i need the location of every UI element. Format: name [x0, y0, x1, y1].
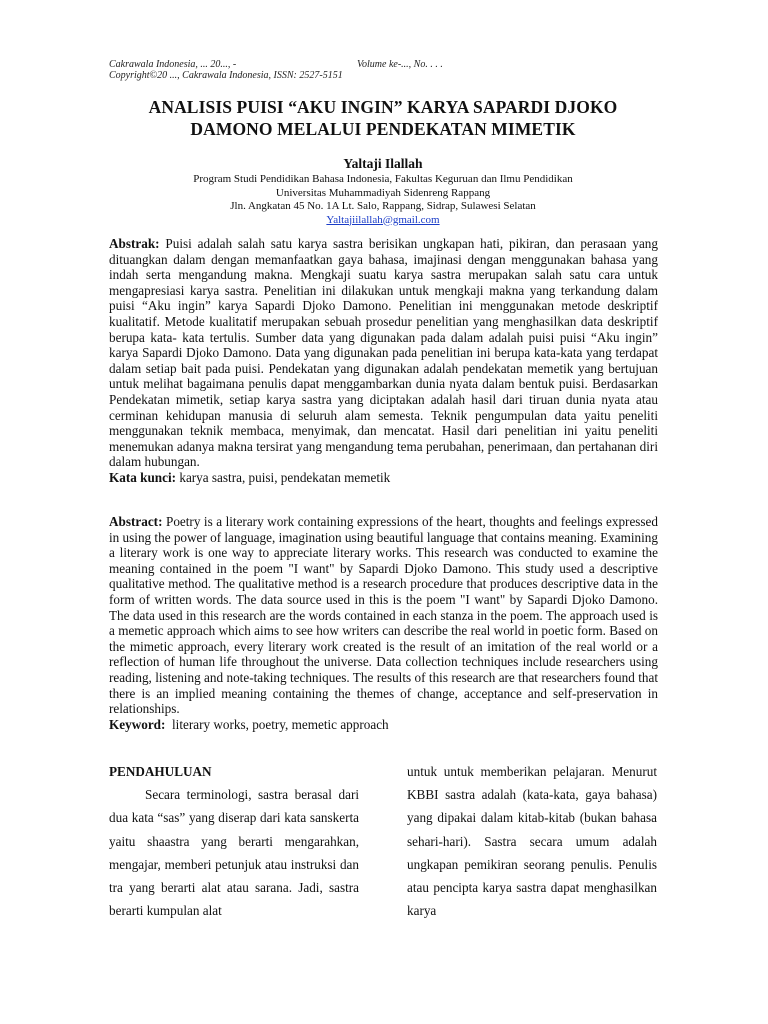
- body-paragraph-right: untuk untuk memberikan pelajaran. Menurut KBBI sastra adalah (kata-kata, gaya bahasa) yang dipakai dalam kitab-kitab (bukan bahasa sehari-hari). Sastra secara umum adalah ungkapan pemikiran seorang penulis. Penulis atau pencipta karya sastra dapat menghasilkan karya: [407, 764, 657, 919]
- section-heading-pendahuluan: PENDAHULUAN: [109, 764, 212, 779]
- copyright-line: Copyright©20 ..., Cakrawala Indonesia, ISSN: 2527-5151: [109, 70, 343, 81]
- body-right-column: [407, 760, 657, 922]
- abstract-text: Poetry is a literary work containing expressions of the heart, thoughts and feelings expressed in using the power of language, imagination using beautiful language that contains meaning. Examining a literary work is one way to appreciate literary works. This research was conducted to examine the meaning contained in the poem "I want" by Sapardi Djoko Damono. This study used a descriptive qualitative method. The qualitative method is a research procedure that produces descriptive data in the form of written words. The data source used in this is the poem "I want" by Sapardi Djoko Damono. The data used in this research are the words contained in each stanza in the poem. The approach used is a memetic approach which aims to see how writers can describe the real world in poetic form. Based on the mimetic approach, every literary work created is the result of an imitation of the real world or a reflection of human life throughout the universe. Data collection techniques include researchers using reading, listening and note-taking techniques. The results of this research are that researchers found that there is an implied meaning containing the themes of change, acceptance and self-preservation in relationships.: [109, 514, 659, 717]
- kata-kunci-label: Kata kunci:: [109, 469, 177, 485]
- body-left-column: [109, 760, 359, 922]
- abstrak-label: Abstrak:: [109, 236, 160, 251]
- paper-title: [100, 96, 666, 140]
- author-email-link[interactable]: Yaltajiilallah@gmail.com: [326, 213, 440, 226]
- affiliation-program: Program Studi Pendidikan Bahasa Indonesia, Fakultas Keguruan dan Ilmu Pendidikan: [193, 173, 573, 185]
- abstrak-text: Puisi adalah salah satu karya sastra berisikan ungkapan hati, pikiran, dan perasaan yang dituangkan dalam dengan memanfaatkan gaya bahasa, imajinasi dengan menggunakan bahasa yang indah serta mengandung makna. Mengkaji suatu karya sastra merupakan salah satu cara untuk mengapresiasi karya sastra. Penelitian ini dilakukan untuk mengkaji makna yang terkandung dalam puisi “Aku ingin” karya Sapardi Djoko Damono. Penelitian ini menggunakan metode deskriptif kualitatif. Metode kualitatif merupakan sebuah prosedur penelitian yang menghasilkan data deskriptif berupa kata- kata tertulis. Sumber data yang digunakan pada dalam adalah puisi puisi “Aku ingin” karya Sapardi Djoko Damono. Data yang digunakan pada penelitian ini berupa kata-kata yang terdapat dalam setiap bait pada puisi. Pendekatan yang digunakan adalah pendekatan memetik yang bertujuan untuk melihat bagaimana penulis dapat menggambarkan dunia nyata dalam bentuk puisi. Berdasarkan Pendekatan mimetik, setiap karya sastra yang diciptakan adalah hasil dari tiruan dunia nyata atau cerminan kehidupan manusia di seluruh alam semesta. Teknik pengumpulan data yaitu peneliti menggunakan teknik membaca, menyimak, dan mencatat. Hasil dari penelitian ini yaitu peneliti menemukan adanya makna tersirat yang mengandung tema perubahan, penerimaan, dan pertahanan diri dalam hubungan.: [109, 236, 658, 470]
- abstract-label: Abstract:: [109, 514, 163, 529]
- author-block: [100, 156, 666, 227]
- affiliation-university: Universitas Muhammadiyah Sidenreng Rappang: [275, 186, 491, 199]
- journal-volume: Volume ke-..., No. . . .: [357, 59, 443, 70]
- keyword-text: literary works, poetry, memetic approach: [172, 716, 389, 732]
- body-paragraph-left: Secara terminologi, sastra berasal dari dua kata “sas” yang diserap dari kata sanskerta yaitu shaastra yang berarti mengarahkan, mengajar, memberi petunjuk atau instruksi dan tra yang berarti alat atau sarana. Jadi, sastra berarti kumpulan alat: [109, 787, 359, 919]
- title-line-1: ANALISIS PUISI “AKU INGIN” KARYA SAPARDI DJOKO: [148, 97, 618, 117]
- title-line-2: DAMONO MELALUI PENDEKATAN MIMETIK: [190, 119, 576, 139]
- abstrak-section: [109, 236, 658, 486]
- keyword-label: Keyword:: [109, 716, 166, 732]
- abstract-section: [109, 514, 658, 732]
- running-header: [109, 59, 669, 81]
- author-name: Yaltaji Ilallah: [343, 156, 423, 171]
- affiliation-address: Jln. Angkatan 45 No. 1A Lt. Salo, Rappang, Sidrap, Sulawesi Selatan: [230, 200, 536, 212]
- kata-kunci-text: karya sastra, puisi, pendekatan memetik: [179, 469, 391, 485]
- journal-issue: Cakrawala Indonesia, ... 20..., -: [109, 59, 237, 70]
